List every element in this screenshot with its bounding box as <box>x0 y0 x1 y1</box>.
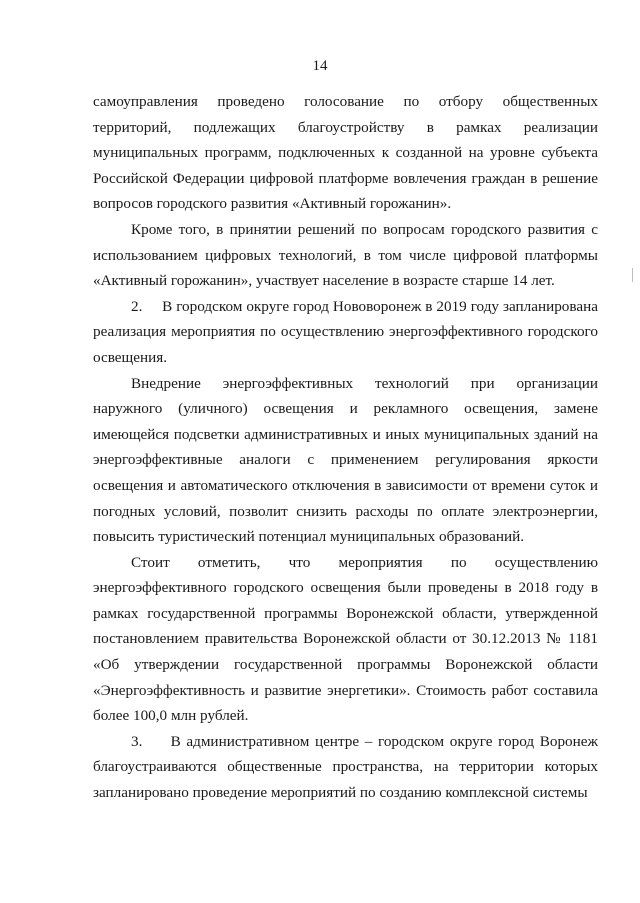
page-number: 14 <box>312 58 328 74</box>
paragraph-state-program: Стоит отметить, что мероприятия по осуществлению энергоэффективного городского освещения были проведены в 2018 году в рамках государственной программы Воронежской области, утвержденной постановлением правительства Воронежской области от 30.12.2013 № 1181 «Об утверждении государственной программы Воронежской области «Энергоэффективность и развитие энергетики». Стоимость работ составила более 100,0 млн рублей. <box>93 553 598 725</box>
scan-mark <box>632 268 633 282</box>
paragraph-continuation: самоуправления проведено голосование по отбору общественных территорий, подлежащих благоустройству в рамках реализации муниципальных программ, подключенных к созданной на уровне субъекта Российской Федерации цифровой платформе вовлечения граждан в решение вопросов городского развития «Активный горожанин». <box>93 93 598 213</box>
paragraph-item-3: 3. В административном центре – городском округе город Воронеж благоустраиваются общественные пространства, на территории которых запланировано проведение мероприятий по созданию комплексной системы <box>93 732 598 802</box>
document-body <box>93 89 598 806</box>
paragraph-active-citizen: Кроме того, в принятии решений по вопросам городского развития с использованием цифровых технологий, в том числе цифровой платформы «Активный горожанин», участвует население в возрасте старше 14 лет. <box>93 220 598 290</box>
paragraph-energy-efficiency: Внедрение энергоэффективных технологий при организации наружного (уличного) освещения и рекламного освещения, замене имеющейся подсветки административных и иных муниципальных зданий на энергоэффективные аналоги с применением регулирования яркости освещения и автоматического отключения в зависимости от времени суток и погодных условий, позволит снизить расходы по оплате электроэнергии, повысить туристический потенциал муниципальных образований. <box>93 374 598 546</box>
paragraph-item-2: 2. В городском округе город Нововоронеж в 2019 году запланирована реализация мероприятия по осуществлению энергоэффективного городского освещения. <box>93 297 598 366</box>
